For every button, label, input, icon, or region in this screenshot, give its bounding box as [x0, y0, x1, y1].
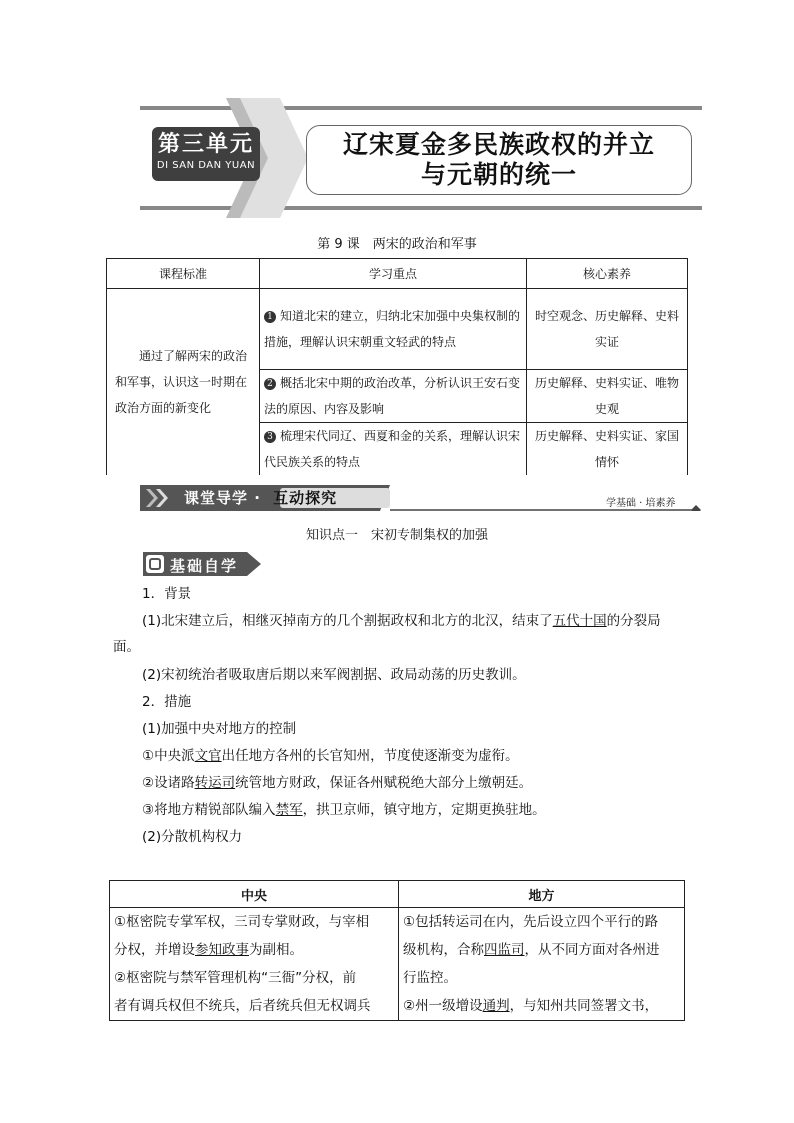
number-badge: 3 — [264, 431, 276, 443]
central-local-table — [109, 880, 685, 1021]
paragraph: ①中央派文官出任地方各州的长官知州，节度使逐渐变为虚衔。 — [142, 748, 519, 764]
paragraph: 面。 — [113, 639, 140, 655]
literacy-text: 时空观念、历史解释、史料实证 — [534, 309, 679, 349]
basic-label: 基础自学 — [170, 557, 239, 575]
standard-text: 通过了解两宋的政治和军事，认识这一时期在政治方面的新变化 — [115, 349, 248, 415]
table-header-row — [107, 259, 688, 289]
paragraph: ③将地方精锐部队编入禁军，拱卫京师，镇守地方，定期更换驻地。 — [142, 802, 546, 818]
header-focus: 学习重点 — [260, 259, 527, 289]
underlined-term: 文官 — [194, 748, 222, 764]
knowledge-point-title: 知识点一 宋初专制集权的加强 — [305, 528, 488, 543]
focus-cell — [260, 370, 527, 423]
focus-cell — [260, 423, 527, 476]
paragraph: (2)分散机构权力 — [142, 829, 243, 845]
unit-title-line1: 辽宋夏金多民族政权的并立 — [342, 130, 655, 159]
underlined-term: 转运司 — [194, 775, 236, 791]
unit-badge — [152, 127, 260, 181]
header-literacy: 核心素养 — [527, 259, 688, 289]
underlined-term: 禁军 — [275, 802, 303, 818]
paragraph: (2)宋初统治者吸取唐后期以来军阀割据、政局动荡的历史教训。 — [142, 667, 526, 683]
literacy-cell — [527, 289, 688, 370]
underlined-term: 通判 — [482, 998, 510, 1014]
focus-text: 概括北宋中期的政治改革，分析认识王安石变法的原因、内容及影响 — [264, 376, 521, 416]
focus-text: 知道北宋的建立，归纳北宋加强中央集权制的措施，理解认识宋朝重文轻武的特点 — [264, 309, 521, 349]
standard-cell — [107, 289, 260, 476]
heading-measures: 2．措施 — [142, 694, 192, 710]
table-row — [110, 908, 685, 1021]
underlined-term: 五代十国 — [552, 613, 607, 629]
section-label: 课堂导学 · 互动探究 — [184, 489, 338, 507]
unit-title-line2: 与元朝的统一 — [420, 160, 577, 189]
heading-background: 1．背景 — [142, 586, 192, 602]
paragraph: ②设诸路转运司统管地方财政，保证各州赋税绝大部分上缴朝廷。 — [142, 775, 533, 791]
standards-table — [106, 258, 688, 475]
focus-text: 梳理宋代同辽、西夏和金的关系，理解认识宋代民族关系的特点 — [264, 429, 521, 469]
paragraph: (1)加强中央对地方的控制 — [142, 721, 297, 737]
central-cell: ①枢密院专掌军权，三司专掌财政，与宰相 分权，并增设参知政事为副相。 ②枢密院与禁军管理机构“三衙”分权，前 者有调兵权但不统兵，后者统兵但无权调兵 — [110, 908, 399, 1021]
literacy-text: 历史解释、史料实证、家国情怀 — [534, 429, 679, 469]
table-header-row — [110, 881, 685, 908]
header-standard: 课程标准 — [107, 259, 260, 289]
section-tag: 学基础 · 培素养 — [606, 498, 676, 509]
unit-label: 第三单元 — [157, 132, 254, 157]
paragraph: (1)北宋建立后，相继灭掉南方的几个割据政权和北方的北汉，结束了五代十国的分裂局 — [142, 613, 661, 629]
unit-title-box — [306, 125, 692, 195]
lesson-title: 第 9 课 两宋的政治和军事 — [317, 237, 477, 252]
number-badge: 1 — [264, 311, 276, 323]
literacy-cell — [527, 423, 688, 476]
literacy-cell — [527, 370, 688, 423]
unit-pinyin: DI SAN DAN YUAN — [156, 160, 256, 171]
number-badge: 2 — [264, 378, 276, 390]
local-cell: ①包括转运司在内，先后设立四个平行的路 级机构，合称四监司，从不同方面对各州进 行监控。 ②州一级增设通判，与知州共同签署文书， — [399, 908, 685, 1021]
header-central: 中央 — [110, 881, 399, 908]
literacy-text: 历史解释、史料实证、唯物史观 — [534, 376, 679, 416]
header-local: 地方 — [399, 881, 685, 908]
table-row — [107, 289, 688, 370]
underlined-term: 四监司 — [484, 942, 525, 958]
focus-cell — [260, 289, 527, 370]
underlined-term: 参知政事 — [195, 942, 249, 958]
